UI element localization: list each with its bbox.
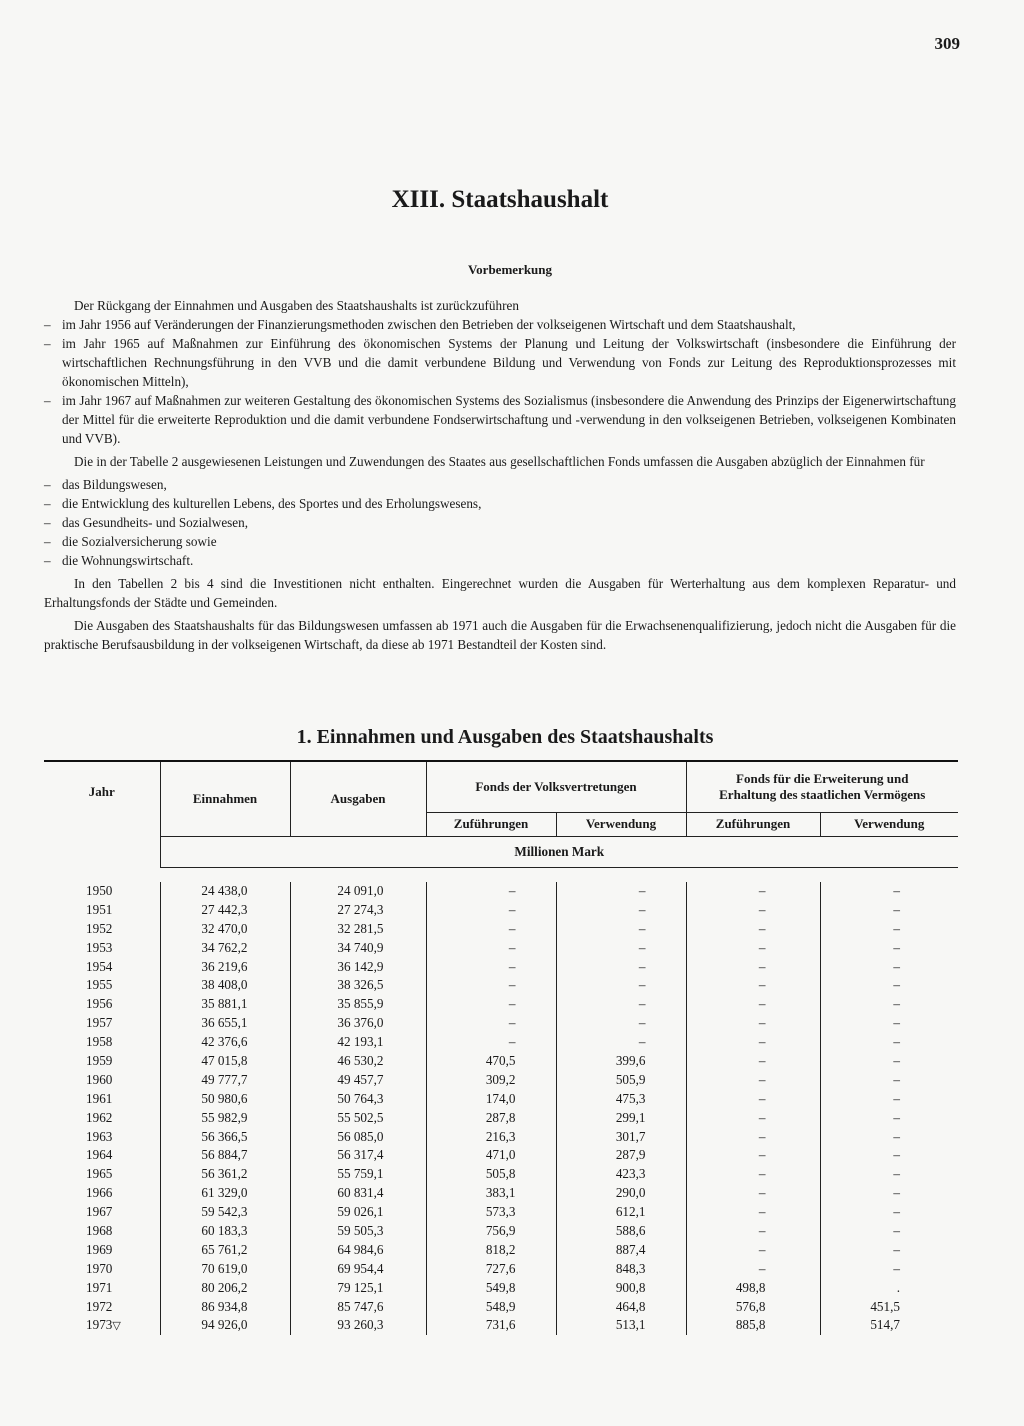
value-cell-f1-use: 513,1 bbox=[556, 1316, 686, 1335]
year-value: 1954 bbox=[86, 958, 113, 974]
value-cell-f2-use: . bbox=[820, 1278, 958, 1297]
value-cell-f1-in: – bbox=[426, 995, 556, 1014]
table-row bbox=[44, 1259, 958, 1278]
year-cell bbox=[44, 919, 160, 938]
list-item-text: im Jahr 1965 auf Maßnahmen zur Einführung des ökonomischen Systems der Planung und Leitung der Volkswirtschaft (insbesondere die Einführung der wirtschaftlichen Rechnungsführung in den VVB und die damit verbundene Bildung und Verwendung von Fonds zur Leitung des Reproduktionsprozesses mit ökonomischen Mitteln), bbox=[62, 336, 956, 389]
value-cell-f1-in: 470,5 bbox=[426, 1052, 556, 1071]
value-cell-f1-use: 423,3 bbox=[556, 1165, 686, 1184]
value-cell-f2-in: – bbox=[686, 882, 820, 901]
budget-table bbox=[44, 760, 958, 1335]
intro-paragraph-3: In den Tabellen 2 bis 4 sind die Investitionen nicht enthalten. Eingerechnet wurden die Ausgaben für Werterhaltung aus dem komplexen Reparatur- und Erhaltungsfonds der Städte und Gemeinden. bbox=[44, 576, 956, 610]
value-cell-expenses: 59 505,3 bbox=[290, 1222, 426, 1241]
value-cell-f1-in: 216,3 bbox=[426, 1127, 556, 1146]
value-cell-f1-in: – bbox=[426, 976, 556, 995]
year-cell bbox=[44, 938, 160, 957]
year-value: 1962 bbox=[86, 1109, 113, 1125]
page-number: 309 bbox=[934, 34, 960, 53]
header-usage-1: Verwendung bbox=[556, 812, 686, 836]
value-cell-f1-in: 548,9 bbox=[426, 1297, 556, 1316]
value-cell-f1-in: 471,0 bbox=[426, 1146, 556, 1165]
value-cell-expenses: 64 984,6 bbox=[290, 1240, 426, 1259]
value-cell-f1-in: 174,0 bbox=[426, 1089, 556, 1108]
value-cell-income: 61 329,0 bbox=[160, 1184, 290, 1203]
value-cell-f2-use: – bbox=[820, 1146, 958, 1165]
header-allocations-1: Zuführungen bbox=[426, 812, 556, 836]
value-cell-f1-use: – bbox=[556, 938, 686, 957]
value-cell-f1-in: 818,2 bbox=[426, 1240, 556, 1259]
list-item bbox=[44, 494, 956, 513]
value-cell-expenses: 36 376,0 bbox=[290, 1014, 426, 1033]
table-row bbox=[44, 1089, 958, 1108]
value-cell-income: 60 183,3 bbox=[160, 1222, 290, 1241]
value-cell-f2-use: – bbox=[820, 1259, 958, 1278]
year-cell bbox=[44, 900, 160, 919]
value-cell-f2-use: – bbox=[820, 938, 958, 957]
value-cell-expenses: 24 091,0 bbox=[290, 882, 426, 901]
value-cell-f1-use: – bbox=[556, 1033, 686, 1052]
value-cell-f2-in: – bbox=[686, 957, 820, 976]
value-cell-f1-use: – bbox=[556, 957, 686, 976]
intro-paragraph-1: Der Rückgang der Einnahmen und Ausgaben des Staatshaushalts ist zurückzuführen bbox=[74, 298, 519, 313]
value-cell-income: 86 934,8 bbox=[160, 1297, 290, 1316]
year-cell bbox=[44, 1222, 160, 1241]
value-cell-f1-in: 731,6 bbox=[426, 1316, 556, 1335]
table-row bbox=[44, 1108, 958, 1127]
table-row bbox=[44, 1203, 958, 1222]
value-cell-f1-use: 900,8 bbox=[556, 1278, 686, 1297]
value-cell-income: 70 619,0 bbox=[160, 1259, 290, 1278]
value-cell-f2-use: 514,7 bbox=[820, 1316, 958, 1335]
value-cell-f1-use: – bbox=[556, 900, 686, 919]
list-item-text: das Bildungswesen, bbox=[62, 477, 167, 492]
value-cell-expenses: 55 502,5 bbox=[290, 1108, 426, 1127]
value-cell-f2-in: – bbox=[686, 1108, 820, 1127]
value-cell-f2-in: – bbox=[686, 1033, 820, 1052]
value-cell-f2-in: – bbox=[686, 919, 820, 938]
table-row bbox=[44, 1052, 958, 1071]
preliminary-mark: ▽ bbox=[112, 1320, 121, 1333]
value-cell-income: 42 376,6 bbox=[160, 1033, 290, 1052]
year-cell bbox=[44, 1108, 160, 1127]
value-cell-income: 80 206,2 bbox=[160, 1278, 290, 1297]
value-cell-f1-use: – bbox=[556, 919, 686, 938]
dash-mark: – bbox=[44, 477, 51, 492]
value-cell-income: 27 442,3 bbox=[160, 900, 290, 919]
value-cell-expenses: 32 281,5 bbox=[290, 919, 426, 938]
year-value: 1952 bbox=[86, 920, 113, 936]
header-expenses: Ausgaben bbox=[290, 762, 426, 836]
list-item-text: im Jahr 1967 auf Maßnahmen zur weiteren Gestaltung des ökonomischen Systems des Sozialismus (insbesondere die Anwendung des Prinzips der Eigenerwirtschaftung der Mittel für die erweiterte Reproduktion und die damit verbundene Fondserwirtschaftung und -verwendung in den volkseigenen Betrieben, volkseigenen Kombinaten und VVB). bbox=[62, 393, 956, 446]
value-cell-f1-in: 549,8 bbox=[426, 1278, 556, 1297]
value-cell-f2-in: – bbox=[686, 1184, 820, 1203]
list-item bbox=[44, 315, 956, 334]
value-cell-f1-in: 505,8 bbox=[426, 1165, 556, 1184]
year-cell bbox=[44, 1316, 160, 1335]
value-cell-f1-in: – bbox=[426, 900, 556, 919]
value-cell-expenses: 49 457,7 bbox=[290, 1070, 426, 1089]
value-cell-f1-in: 287,8 bbox=[426, 1108, 556, 1127]
table-row bbox=[44, 882, 958, 901]
year-cell bbox=[44, 957, 160, 976]
year-cell bbox=[44, 995, 160, 1014]
table-row bbox=[44, 1127, 958, 1146]
list-item-text: die Sozialversicherung sowie bbox=[62, 534, 217, 549]
value-cell-expenses: 55 759,1 bbox=[290, 1165, 426, 1184]
header-year: Jahr bbox=[88, 784, 115, 799]
value-cell-f2-in: – bbox=[686, 1070, 820, 1089]
unit-label: Millionen Mark bbox=[160, 836, 958, 867]
value-cell-income: 55 982,9 bbox=[160, 1108, 290, 1127]
value-cell-f2-use: – bbox=[820, 1089, 958, 1108]
intro-paragraph-2: Die in der Tabelle 2 ausgewiesenen Leistungen und Zuwendungen des Staates aus gesellschaftlichen Fonds umfassen die Ausgaben abzüglich der Einnahmen für bbox=[74, 454, 925, 469]
list-item bbox=[44, 475, 956, 494]
value-cell-f1-use: 505,9 bbox=[556, 1070, 686, 1089]
value-cell-f1-in: – bbox=[426, 919, 556, 938]
value-cell-f1-use: – bbox=[556, 1014, 686, 1033]
year-cell bbox=[44, 1014, 160, 1033]
value-cell-f1-use: 475,3 bbox=[556, 1089, 686, 1108]
year-value: 1966 bbox=[86, 1185, 113, 1201]
value-cell-f2-in: 576,8 bbox=[686, 1297, 820, 1316]
value-cell-f1-use: 399,6 bbox=[556, 1052, 686, 1071]
value-cell-f2-use: – bbox=[820, 1033, 958, 1052]
table-row bbox=[44, 1070, 958, 1089]
value-cell-f2-use: – bbox=[820, 1240, 958, 1259]
value-cell-income: 59 542,3 bbox=[160, 1203, 290, 1222]
value-cell-f1-use: – bbox=[556, 976, 686, 995]
value-cell-income: 49 777,7 bbox=[160, 1070, 290, 1089]
year-value: 1957 bbox=[86, 1015, 113, 1031]
value-cell-f2-use: – bbox=[820, 1184, 958, 1203]
table-row bbox=[44, 1184, 958, 1203]
dash-mark: – bbox=[44, 393, 51, 408]
value-cell-f2-use: – bbox=[820, 1203, 958, 1222]
year-value: 1972 bbox=[86, 1298, 113, 1314]
table-row bbox=[44, 957, 958, 976]
year-value: 1953 bbox=[86, 939, 113, 955]
intro-paragraph-4: Die Ausgaben des Staatshaushalts für das Bildungswesen umfassen ab 1971 auch die Ausgaben für die Erwachsenenqualifizierung, jedoch nicht die Ausgaben für die praktische Berufsausbildung in der volkseigenen Wirtschaft, da diese ab 1971 Bestandteil der Kosten sind. bbox=[44, 618, 956, 652]
list-item bbox=[44, 334, 956, 391]
value-cell-f1-in: – bbox=[426, 882, 556, 901]
value-cell-expenses: 35 855,9 bbox=[290, 995, 426, 1014]
dash-mark: – bbox=[44, 336, 51, 351]
header-group-state-assets: Fonds für die Erweiterung und Erhaltung des staatlichen Vermögens bbox=[686, 762, 958, 812]
value-cell-f2-in: – bbox=[686, 1052, 820, 1071]
table-row bbox=[44, 1297, 958, 1316]
value-cell-expenses: 36 142,9 bbox=[290, 957, 426, 976]
value-cell-income: 50 980,6 bbox=[160, 1089, 290, 1108]
value-cell-f2-use: – bbox=[820, 1127, 958, 1146]
value-cell-f1-use: – bbox=[556, 882, 686, 901]
year-value: 1950 bbox=[86, 882, 113, 898]
year-cell bbox=[44, 1127, 160, 1146]
value-cell-f1-in: 756,9 bbox=[426, 1222, 556, 1241]
table-row bbox=[44, 1278, 958, 1297]
value-cell-f2-use: – bbox=[820, 919, 958, 938]
year-value: 1955 bbox=[86, 977, 113, 993]
table-row bbox=[44, 1222, 958, 1241]
value-cell-expenses: 46 530,2 bbox=[290, 1052, 426, 1071]
value-cell-f2-in: – bbox=[686, 1240, 820, 1259]
table-row bbox=[44, 1014, 958, 1033]
year-cell bbox=[44, 1089, 160, 1108]
value-cell-f2-in: – bbox=[686, 1203, 820, 1222]
value-cell-f2-use: – bbox=[820, 900, 958, 919]
value-cell-expenses: 79 125,1 bbox=[290, 1278, 426, 1297]
value-cell-f1-in: – bbox=[426, 1033, 556, 1052]
value-cell-f1-use: 848,3 bbox=[556, 1259, 686, 1278]
header-income: Einnahmen bbox=[160, 762, 290, 836]
value-cell-expenses: 60 831,4 bbox=[290, 1184, 426, 1203]
value-cell-expenses: 93 260,3 bbox=[290, 1316, 426, 1335]
value-cell-income: 47 015,8 bbox=[160, 1052, 290, 1071]
value-cell-f1-use: 464,8 bbox=[556, 1297, 686, 1316]
value-cell-income: 36 655,1 bbox=[160, 1014, 290, 1033]
table-row bbox=[44, 976, 958, 995]
value-cell-f1-use: 588,6 bbox=[556, 1222, 686, 1241]
table-body bbox=[44, 882, 958, 1335]
value-cell-f2-use: – bbox=[820, 957, 958, 976]
header-allocations-2: Zuführungen bbox=[686, 812, 820, 836]
table-row bbox=[44, 1165, 958, 1184]
value-cell-f2-in: – bbox=[686, 1014, 820, 1033]
value-cell-income: 94 926,0 bbox=[160, 1316, 290, 1335]
list-item-text: die Wohnungswirtschaft. bbox=[62, 553, 194, 568]
value-cell-f1-in: – bbox=[426, 938, 556, 957]
year-value: 1973 bbox=[86, 1317, 113, 1333]
year-cell bbox=[44, 1278, 160, 1297]
value-cell-f1-in: 309,2 bbox=[426, 1070, 556, 1089]
preliminary-remark-heading: Vorbemerkung bbox=[467, 262, 553, 277]
year-value: 1965 bbox=[86, 1166, 113, 1182]
table-row bbox=[44, 919, 958, 938]
value-cell-f2-in: – bbox=[686, 1127, 820, 1146]
year-cell bbox=[44, 1240, 160, 1259]
value-cell-f1-in: 727,6 bbox=[426, 1259, 556, 1278]
table-row bbox=[44, 938, 958, 957]
value-cell-f1-use: 299,1 bbox=[556, 1108, 686, 1127]
year-value: 1958 bbox=[86, 1034, 113, 1050]
year-value: 1961 bbox=[86, 1090, 113, 1106]
value-cell-income: 32 470,0 bbox=[160, 919, 290, 938]
value-cell-f2-use: – bbox=[820, 1108, 958, 1127]
value-cell-f2-in: – bbox=[686, 1222, 820, 1241]
value-cell-f1-use: 287,9 bbox=[556, 1146, 686, 1165]
value-cell-f2-use: – bbox=[820, 1222, 958, 1241]
value-cell-income: 65 761,2 bbox=[160, 1240, 290, 1259]
value-cell-expenses: 50 764,3 bbox=[290, 1089, 426, 1108]
value-cell-f2-use: 451,5 bbox=[820, 1297, 958, 1316]
value-cell-expenses: 34 740,9 bbox=[290, 938, 426, 957]
year-value: 1960 bbox=[86, 1071, 113, 1087]
year-value: 1963 bbox=[86, 1128, 113, 1144]
year-value: 1971 bbox=[86, 1279, 113, 1295]
value-cell-expenses: 42 193,1 bbox=[290, 1033, 426, 1052]
value-cell-expenses: 27 274,3 bbox=[290, 900, 426, 919]
year-cell bbox=[44, 1184, 160, 1203]
value-cell-expenses: 56 085,0 bbox=[290, 1127, 426, 1146]
header-group-representations: Fonds der Volksvertretungen bbox=[426, 762, 686, 812]
value-cell-f2-in: – bbox=[686, 900, 820, 919]
value-cell-income: 56 884,7 bbox=[160, 1146, 290, 1165]
value-cell-expenses: 69 954,4 bbox=[290, 1259, 426, 1278]
value-cell-f2-in: – bbox=[686, 938, 820, 957]
value-cell-f1-use: – bbox=[556, 995, 686, 1014]
value-cell-f2-use: – bbox=[820, 976, 958, 995]
value-cell-f2-use: – bbox=[820, 882, 958, 901]
header-usage-2: Verwendung bbox=[820, 812, 958, 836]
year-value: 1967 bbox=[86, 1204, 113, 1220]
list-item bbox=[44, 532, 956, 551]
value-cell-f1-in: – bbox=[426, 957, 556, 976]
value-cell-f2-in: – bbox=[686, 1089, 820, 1108]
table-row bbox=[44, 995, 958, 1014]
list-item-text: im Jahr 1956 auf Veränderungen der Finanzierungsmethoden zwischen den Betrieben der volkseigenen Wirtschaft und dem Staatshaushalt, bbox=[62, 317, 796, 332]
dash-mark: – bbox=[44, 515, 51, 530]
value-cell-f1-in: – bbox=[426, 1014, 556, 1033]
year-value: 1968 bbox=[86, 1222, 113, 1238]
year-value: 1964 bbox=[86, 1147, 113, 1163]
year-value: 1969 bbox=[86, 1241, 113, 1257]
year-cell bbox=[44, 976, 160, 995]
value-cell-f2-in: – bbox=[686, 995, 820, 1014]
value-cell-f2-use: – bbox=[820, 1070, 958, 1089]
value-cell-f2-in: – bbox=[686, 1259, 820, 1278]
list-item bbox=[44, 513, 956, 532]
value-cell-income: 56 366,5 bbox=[160, 1127, 290, 1146]
table-title: 1. Einnahmen und Ausgaben des Staatshaushalts bbox=[296, 726, 714, 748]
year-cell bbox=[44, 1203, 160, 1222]
value-cell-f1-use: 301,7 bbox=[556, 1127, 686, 1146]
value-cell-f1-use: 290,0 bbox=[556, 1184, 686, 1203]
table-row bbox=[44, 1033, 958, 1052]
preliminary-remark-text bbox=[44, 296, 956, 654]
value-cell-income: 34 762,2 bbox=[160, 938, 290, 957]
value-cell-f2-in: – bbox=[686, 1146, 820, 1165]
value-cell-income: 38 408,0 bbox=[160, 976, 290, 995]
value-cell-f1-in: 573,3 bbox=[426, 1203, 556, 1222]
table-row bbox=[44, 1146, 958, 1165]
year-cell bbox=[44, 1070, 160, 1089]
list-item bbox=[44, 391, 956, 448]
year-value: 1970 bbox=[86, 1260, 113, 1276]
value-cell-f2-use: – bbox=[820, 1165, 958, 1184]
value-cell-expenses: 56 317,4 bbox=[290, 1146, 426, 1165]
value-cell-f2-in: – bbox=[686, 1165, 820, 1184]
year-cell bbox=[44, 1259, 160, 1278]
value-cell-f2-use: – bbox=[820, 1014, 958, 1033]
year-value: 1956 bbox=[86, 996, 113, 1012]
list-item-text: die Entwicklung des kulturellen Lebens, des Sportes und des Erholungswesens, bbox=[62, 496, 482, 511]
year-cell bbox=[44, 1165, 160, 1184]
value-cell-income: 24 438,0 bbox=[160, 882, 290, 901]
value-cell-f2-in: – bbox=[686, 976, 820, 995]
year-cell bbox=[44, 882, 160, 901]
value-cell-f1-use: 887,4 bbox=[556, 1240, 686, 1259]
table-row bbox=[44, 900, 958, 919]
table-row bbox=[44, 1240, 958, 1259]
value-cell-income: 36 219,6 bbox=[160, 957, 290, 976]
year-value: 1951 bbox=[86, 901, 113, 917]
list-item-text: das Gesundheits- und Sozialwesen, bbox=[62, 515, 249, 530]
value-cell-expenses: 38 326,5 bbox=[290, 976, 426, 995]
value-cell-f2-use: – bbox=[820, 995, 958, 1014]
value-cell-expenses: 85 747,6 bbox=[290, 1297, 426, 1316]
value-cell-f1-in: 383,1 bbox=[426, 1184, 556, 1203]
year-value: 1959 bbox=[86, 1052, 113, 1068]
dash-mark: – bbox=[44, 317, 51, 332]
dash-mark: – bbox=[44, 553, 51, 568]
chapter-title: XIII. Staatshaushalt bbox=[391, 186, 609, 213]
value-cell-income: 56 361,2 bbox=[160, 1165, 290, 1184]
dash-mark: – bbox=[44, 534, 51, 549]
list-item bbox=[44, 551, 956, 570]
table-row bbox=[44, 1316, 958, 1335]
dash-mark: – bbox=[44, 496, 51, 511]
value-cell-expenses: 59 026,1 bbox=[290, 1203, 426, 1222]
year-cell bbox=[44, 1033, 160, 1052]
value-cell-f2-in: 498,8 bbox=[686, 1278, 820, 1297]
value-cell-income: 35 881,1 bbox=[160, 995, 290, 1014]
value-cell-f2-in: 885,8 bbox=[686, 1316, 820, 1335]
year-cell bbox=[44, 1146, 160, 1165]
value-cell-f1-use: 612,1 bbox=[556, 1203, 686, 1222]
value-cell-f2-use: – bbox=[820, 1052, 958, 1071]
year-cell bbox=[44, 1052, 160, 1071]
year-cell bbox=[44, 1297, 160, 1316]
